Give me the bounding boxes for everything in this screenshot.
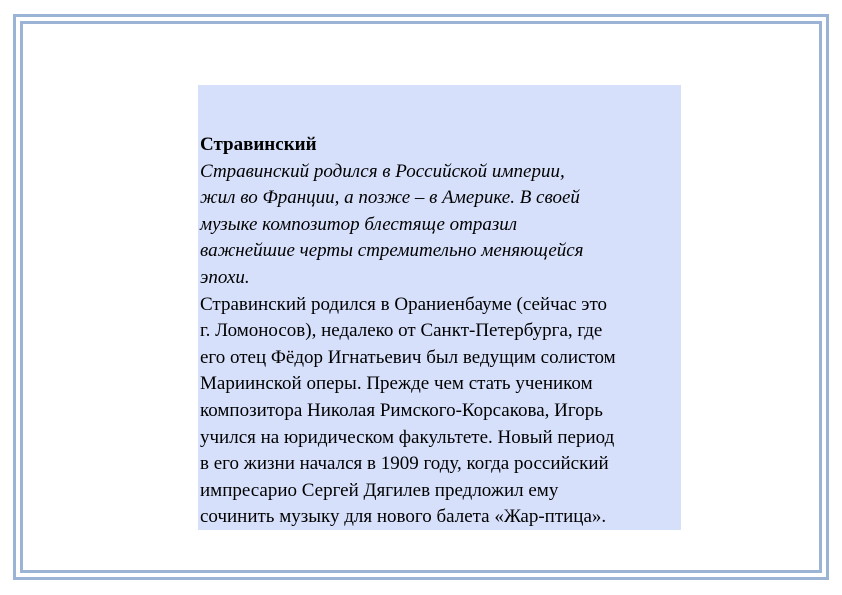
lead-paragraph: Стравинский родился в Российской империи, жил во Франции, а позже – в Америке. В своей музыке композитор блестяще отразил важнейшие черты стремительно меняющейся эпохи. (200, 160, 584, 288)
body-paragraph: Стравинский родился в Ораниенбауме (сейчас это г. Ломоносов), недалеко от Санкт-Петербурга, где его отец Фёдор Игнатьевич был ведущим солистом Мариинской оперы. Прежде чем стать учеником композитора Николая Римского-Корсакова, Игорь учился на юридическом факультете. Новый период в его жизни начался в 1909 году, когда российский импресарио Сергей Дягилев предложил ему сочинить музыку для нового балета «Жар-птица». (200, 293, 616, 528)
text-box (198, 85, 681, 530)
slide-heading: Стравинский (200, 134, 317, 155)
